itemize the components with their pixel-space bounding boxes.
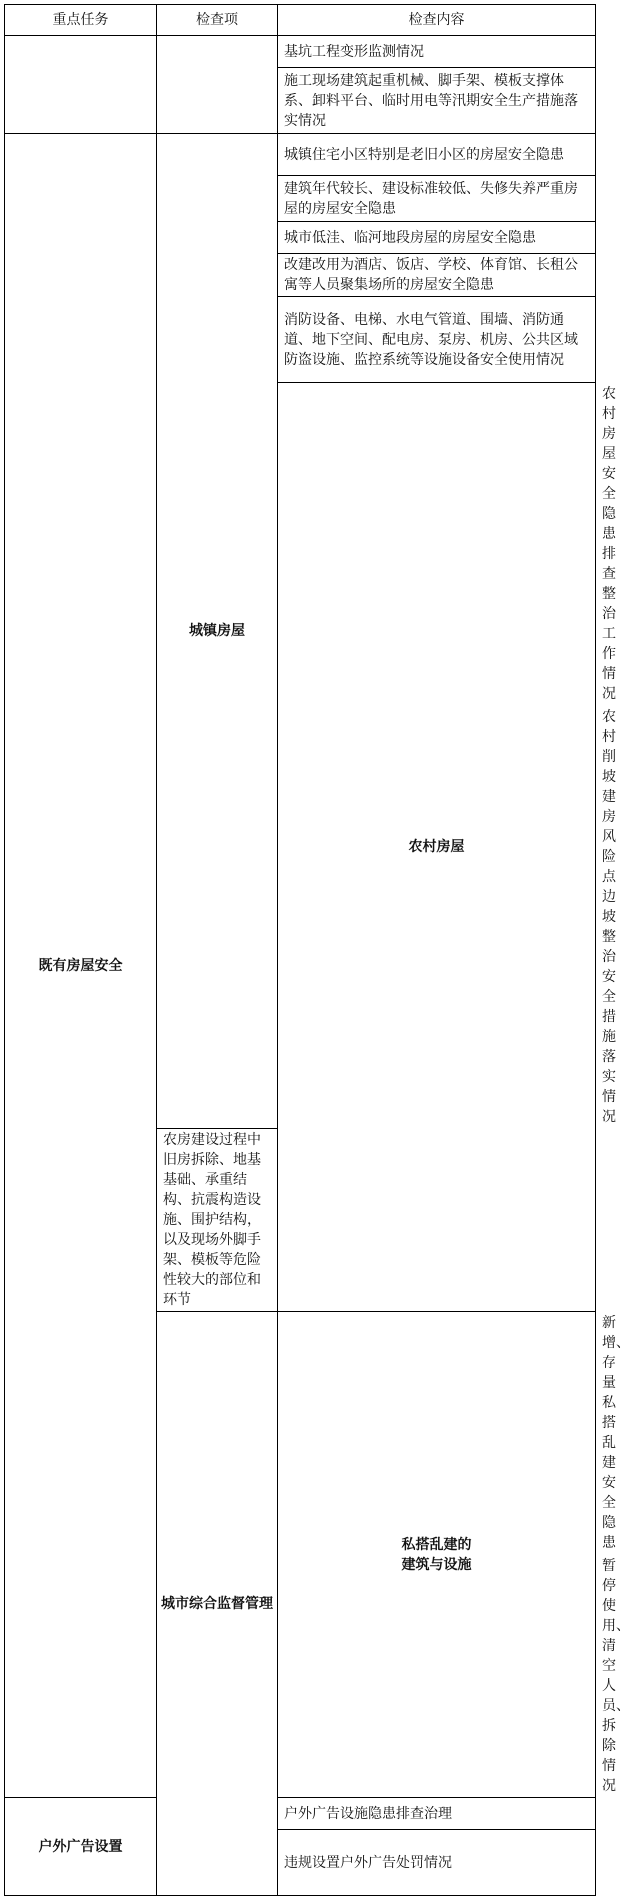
content-cell: 基坑工程变形监测情况 — [278, 36, 596, 68]
table-row: 农村削坡建房风险点边坡整治安全措施落实情况 — [602, 709, 616, 1125]
table-row: 暂停使用、清空人员、拆除情况 — [602, 1558, 630, 1794]
content-cell: 违规设置户外广告处罚情况 — [278, 1830, 596, 1896]
table-row: 农村房屋 农村房屋安全隐患排查整治工作情况 — [5, 383, 596, 706]
header-row — [5, 5, 596, 36]
group-cell-empty — [5, 36, 157, 134]
content-cell: 施工现场建筑起重机械、脚手架、模板支撑体系、卸料平台、临时用电等汛期安全生产措施落实情况 — [278, 68, 596, 134]
group-city-supervision: 城市综合监督管理 — [157, 1312, 278, 1896]
content-cell: 户外广告设施隐患排查治理 — [278, 1798, 596, 1830]
content-cell: 改建改用为酒店、饭店、学校、体育馆、长租公寓等人员聚集场所的房屋安全隐患 — [278, 254, 596, 297]
content-cell: 城市低洼、临河地段房屋的房屋安全隐患 — [278, 222, 596, 254]
table-row: 城市综合监督管理 私搭乱建的 建筑与设施 新增、存量私搭乱建安全隐患 — [5, 1312, 596, 1555]
content-cell: 消防设备、电梯、水电气管道、围墙、消防通道、地下空间、配电房、泵房、机房、公共区域防盗设施、监控系统等设施设备安全使用情况 — [278, 297, 596, 383]
content-cell: 建筑年代较长、建设标准较低、失修失养严重房屋的房屋安全隐患 — [278, 176, 596, 222]
item-cell-empty — [157, 36, 278, 134]
table-row — [5, 36, 596, 68]
header-task: 重点任务 — [5, 5, 157, 36]
item-urban-housing: 城镇房屋 — [157, 134, 278, 1129]
item-outdoor-ads: 户外广告设置 — [5, 1798, 157, 1896]
inspection-table — [4, 4, 630, 1896]
header-content: 检查内容 — [278, 5, 596, 36]
table-row — [5, 1798, 596, 1830]
header-item: 检查项 — [157, 5, 278, 36]
item-rural-housing: 农村房屋 — [278, 383, 596, 1312]
item-illegal-line2: 建筑与设施 — [401, 1556, 472, 1573]
content-cell: 城镇住宅小区特别是老旧小区的房屋安全隐患 — [278, 134, 596, 176]
group-existing-housing: 既有房屋安全 — [5, 134, 157, 1798]
item-illegal-line1: 私搭乱建的 — [401, 1536, 472, 1553]
item-illegal-construction — [278, 1312, 596, 1798]
table-row — [5, 134, 596, 176]
content-cell: 农房建设过程中旧房拆除、地基基础、承重结构、抗震构造设施、围护结构，以及现场外脚手架、模板等危险性较大的部位和环节 — [157, 1129, 278, 1312]
